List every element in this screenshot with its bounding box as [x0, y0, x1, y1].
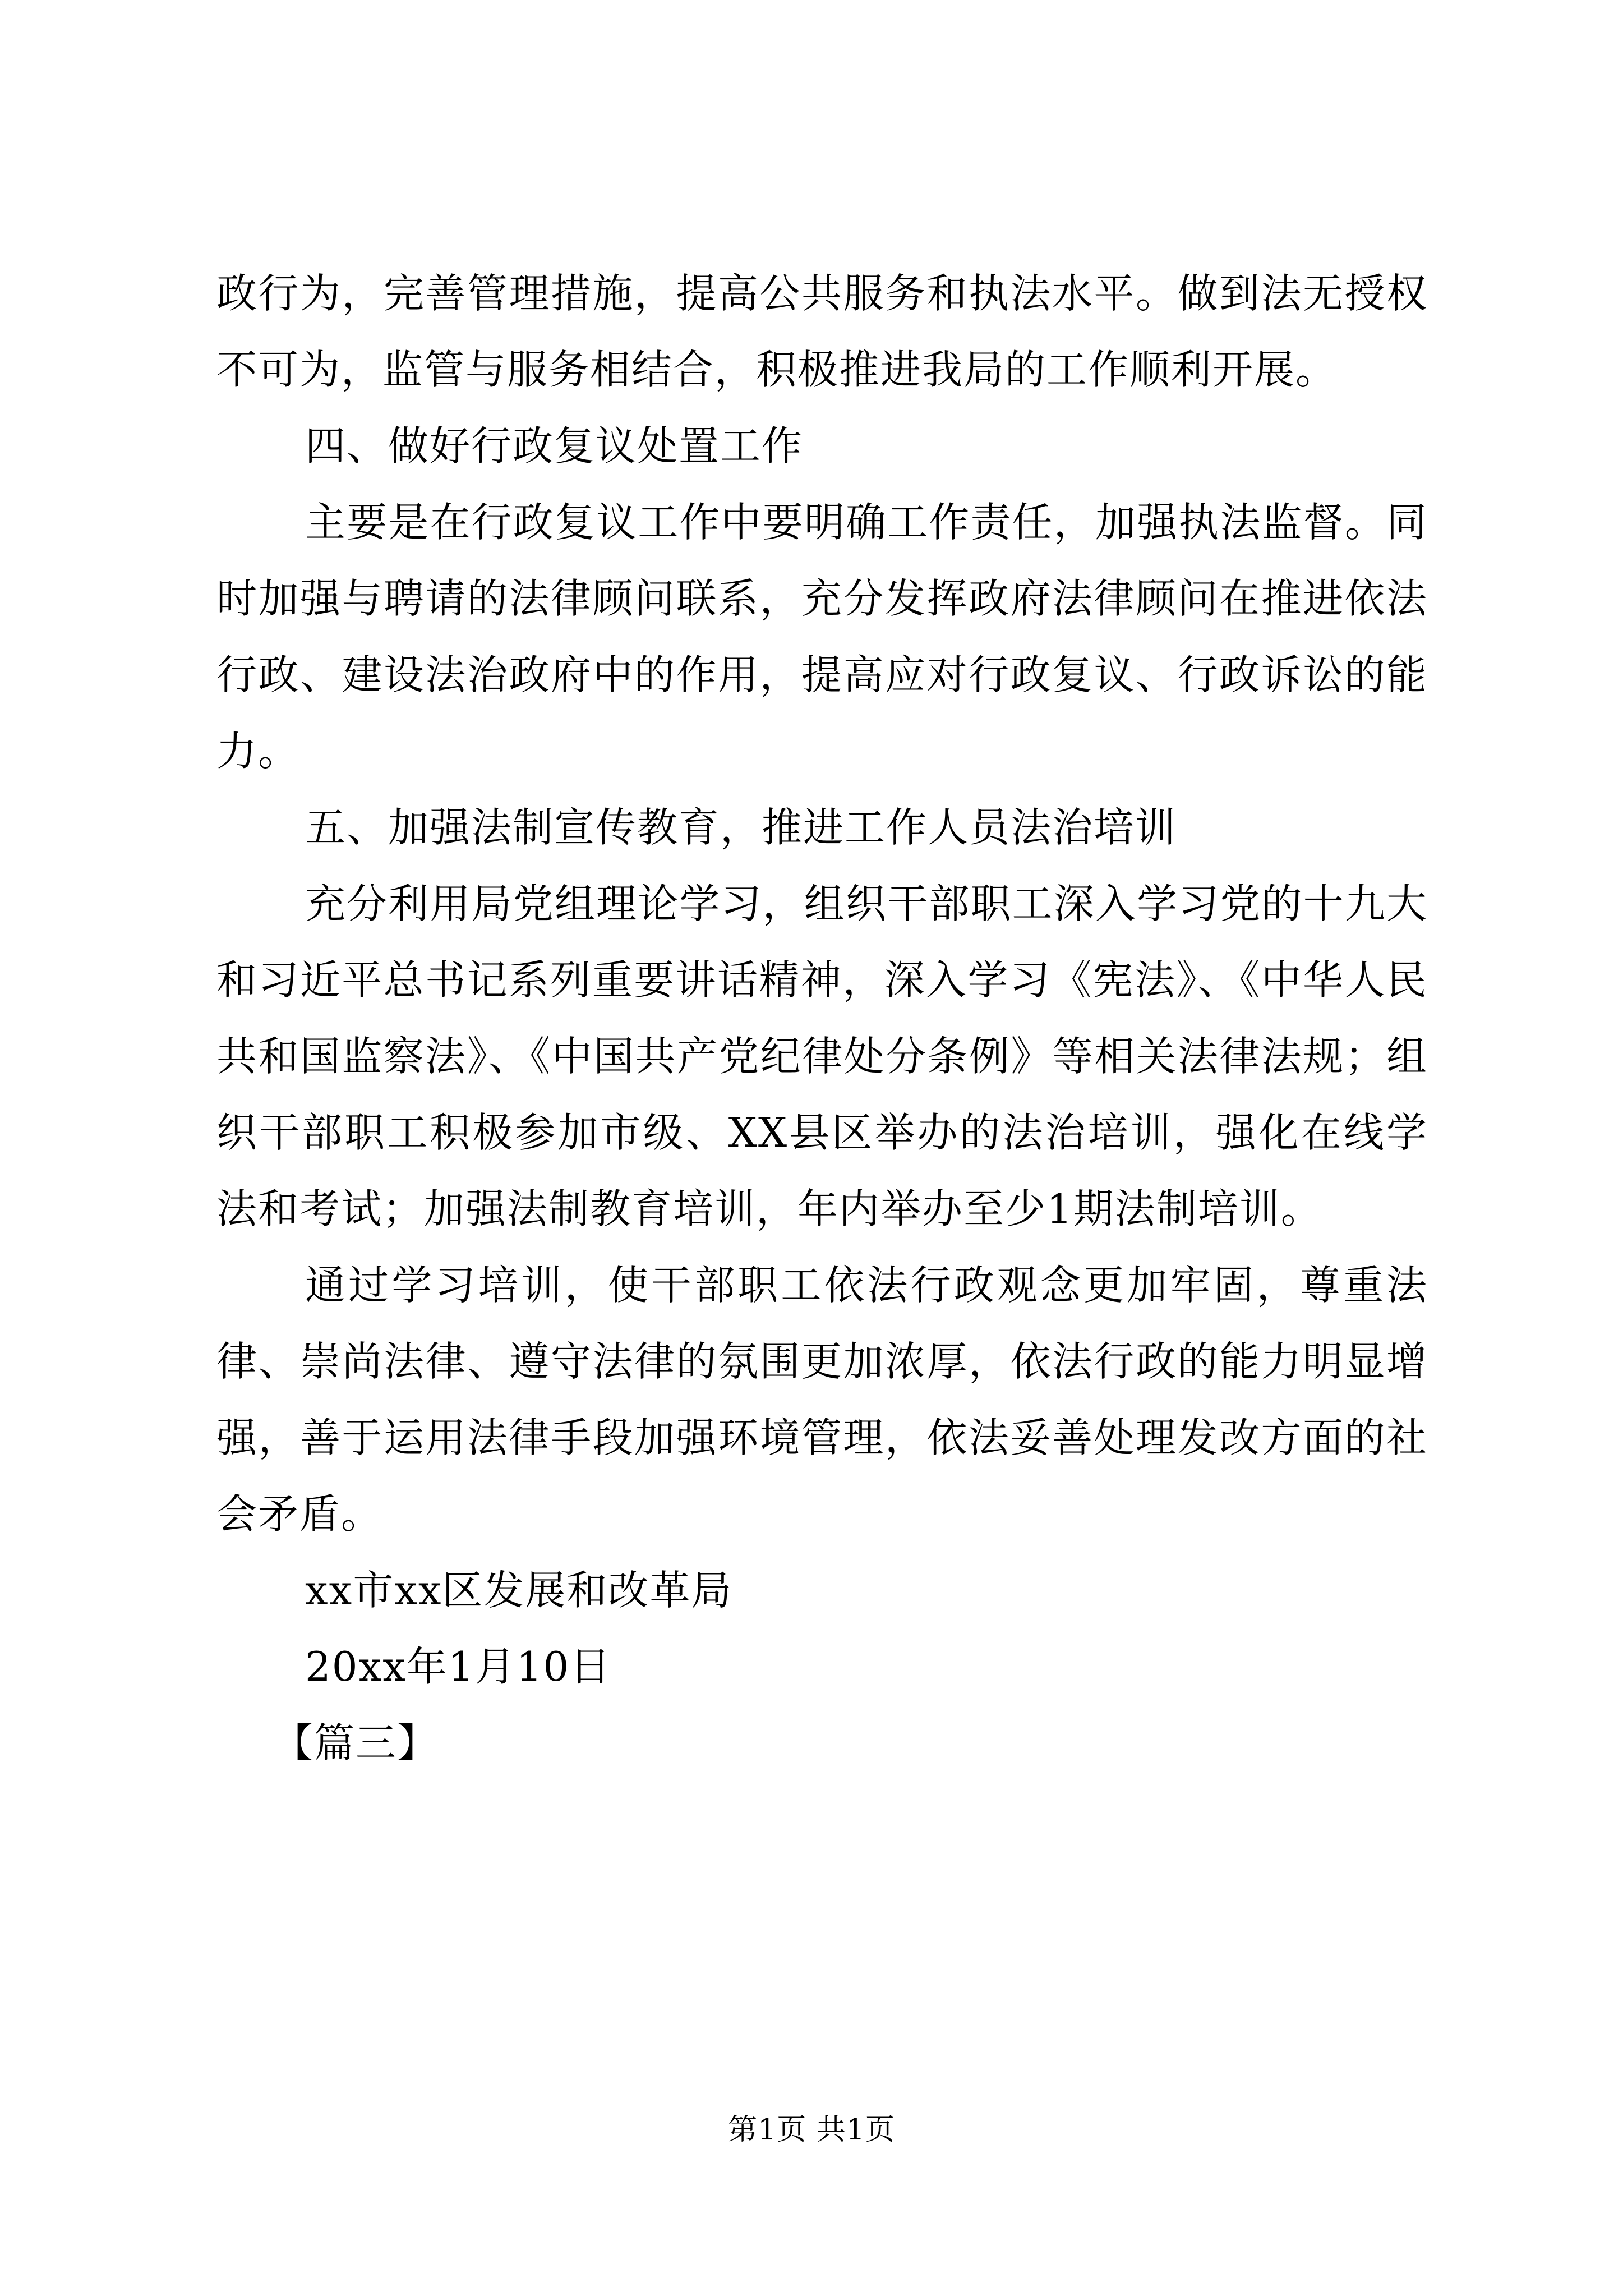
paragraph-legal-training: 充分利用局党组理论学习，组织干部职工深入学习党的十九大和习近平总书记系列重要讲话精神，深入学习《宪法》、《中华人民共和国监察法》、《中国共产党纪律处分条例》等相关法律法规；组织干部职工积极参加市级、XX县区举办的法治培训，强化在线学法和考试；加强法制教育培训，年内举办至少1期法制培训。	[216, 880, 1428, 1232]
document-body	[216, 255, 1428, 1781]
section-heading-four: 四、做好行政复议处置工作	[305, 422, 804, 470]
signature-organization: xx市xx区发展和改革局	[305, 1567, 733, 1614]
paragraph-continuation: 政行为，完善管理措施，提高公共服务和执法水平。做到法无授权不可为，监管与服务相结合，积极推进我局的工作顺利开展。	[216, 270, 1428, 393]
section-marker-part-three: 【篇三】	[273, 1719, 439, 1766]
section-heading-five: 五、加强法制宣传教育，推进工作人员法治培训	[305, 804, 1177, 851]
paragraph-administrative-review: 主要是在行政复议工作中要明确工作责任，加强执法监督。同时加强与聘请的法律顾问联系，充分发挥政府法律顾问在推进依法行政、建设法治政府中的作用，提高应对行政复议、行政诉讼的能力。	[216, 499, 1428, 775]
page-footer: 第1页 共1页	[728, 2113, 895, 2147]
signature-date: 20xx年1月10日	[305, 1643, 612, 1690]
paragraph-training-outcome: 通过学习培训，使干部职工依法行政观念更加牢固，尊重法律、崇尚法律、遵守法律的氛围更加浓厚，依法行政的能力明显增强，善于运用法律手段加强环境管理，依法妥善处理发改方面的社会矛盾。	[216, 1262, 1428, 1538]
